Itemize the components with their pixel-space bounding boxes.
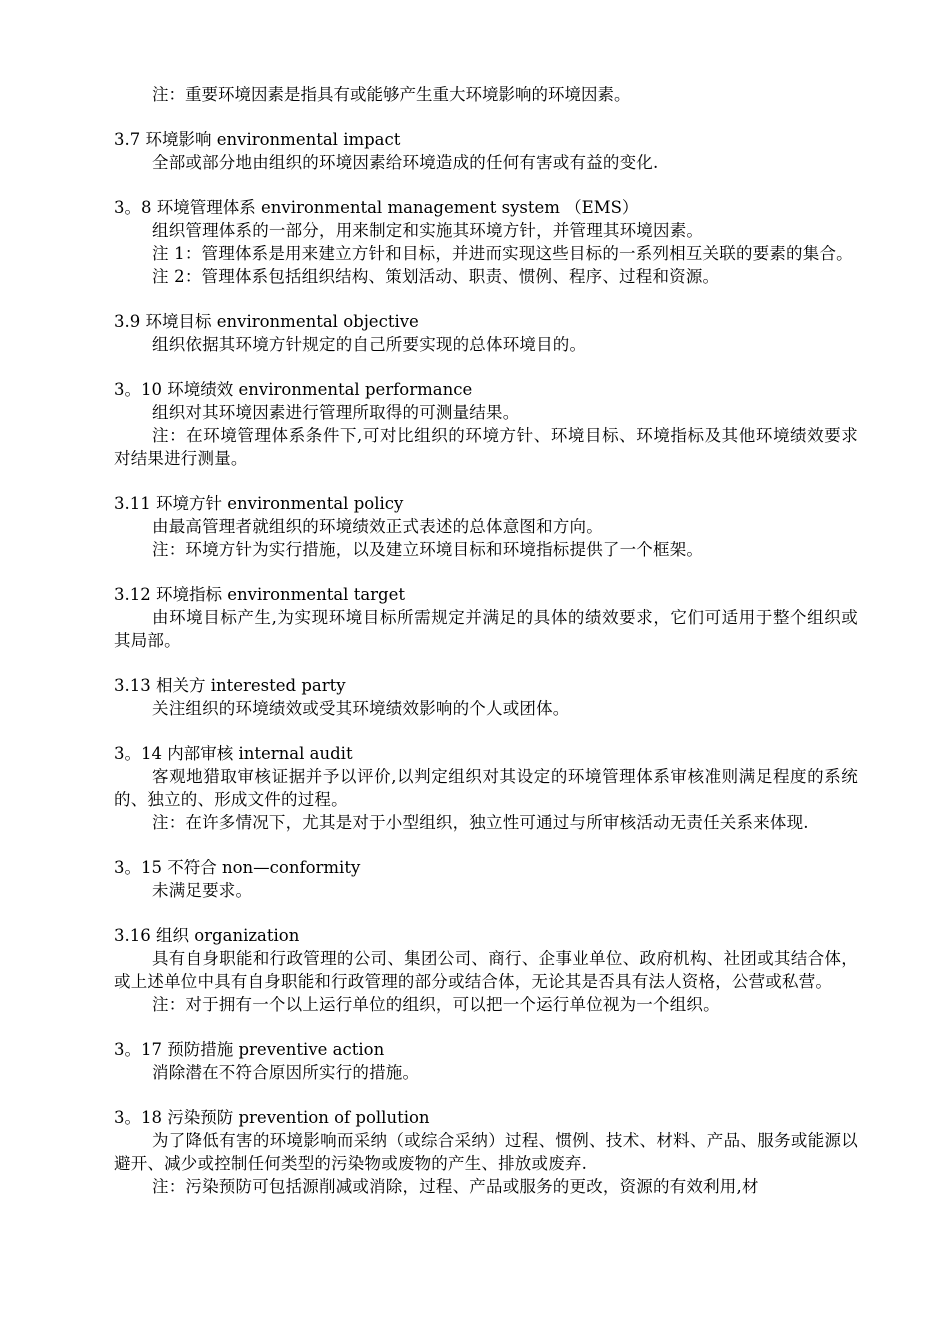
section-heading: 3。18 污染预防 prevention of pollution	[114, 1108, 430, 1127]
section-paragraph: 具有自身职能和行政管理的公司、集团公司、商行、企事业单位、政府机构、社团或其结合体，或上述单位中具有自身职能和行政管理的部分或结合体，无论其是否具有法人资格，公营或私营。	[114, 949, 858, 991]
section-note: 注：环境方针为实行措施，以及建立环境目标和环境指标提供了一个框架。	[152, 540, 704, 559]
section-heading: 3。10 环境绩效 environmental performance	[114, 380, 473, 399]
section-paragraph: 关注组织的环境绩效或受其环境绩效影响的个人或团体。	[152, 699, 570, 718]
section-3-13	[114, 674, 858, 720]
section-paragraph: 由环境目标产生,为实现环境目标所需规定并满足的具体的绩效要求，它们可适用于整个组织或其局部。	[114, 608, 858, 650]
section-3-10	[114, 378, 858, 470]
section-note: 注：污染预防可包括源削减或消除，过程、产品或服务的更改，资源的有效利用,材	[152, 1177, 759, 1196]
section-3-12	[114, 583, 858, 652]
section-heading: 3.7 环境影响 environmental impact	[114, 130, 401, 149]
section-note: 注：在许多情况下，尤其是对于小型组织，独立性可通过与所审核活动无责任关系来体现.	[152, 813, 809, 832]
section-3-8	[114, 196, 858, 288]
section-paragraph: 组织依据其环境方针规定的自己所要实现的总体环境目的。	[152, 335, 587, 354]
section-heading: 3.16 组织 organization	[114, 926, 300, 945]
section-3-14	[114, 742, 858, 834]
section-heading: 3.12 环境指标 environmental target	[114, 585, 406, 604]
section-paragraph: 未满足要求。	[152, 881, 253, 900]
section-paragraph: 客观地猎取审核证据并予以评价,以判定组织对其设定的环境管理体系审核准则满足程度的系统的、独立的、形成文件的过程。	[114, 767, 858, 809]
section-3-11	[114, 492, 858, 561]
document-body	[114, 83, 858, 1198]
section-paragraph: 组织管理体系的一部分，用来制定和实施其环境方针，并管理其环境因素。	[152, 221, 704, 240]
section-note: 注：对于拥有一个以上运行单位的组织，可以把一个运行单位视为一个组织。	[152, 995, 720, 1014]
section-note: 注 2：管理体系包括组织结构、策划活动、职责、惯例、程序、过程和资源。	[152, 267, 720, 286]
section-heading: 3.13 相关方 interested party	[114, 676, 346, 695]
section-3-9	[114, 310, 858, 356]
section-note: 注 1：管理体系是用来建立方针和目标，并进而实现这些目标的一系列相互关联的要素的集合。	[152, 244, 853, 263]
section-heading: 3。15 不符合 non—conformity	[114, 858, 361, 877]
top-note: 注：重要环境因素是指具有或能够产生重大环境影响的环境因素。	[152, 85, 631, 104]
section-paragraph: 为了降低有害的环境影响而采纳（或综合采纳）过程、惯例、技术、材料、产品、服务或能源以避开、减少或控制任何类型的污染物或废物的产生、排放或废弃.	[114, 1131, 858, 1173]
section-3-18	[114, 1106, 858, 1198]
section-3-15	[114, 856, 858, 902]
section-paragraph: 全部或部分地由组织的环境因素给环境造成的任何有害或有益的变化.	[152, 153, 659, 172]
section-heading: 3.11 环境方针 environmental policy	[114, 494, 404, 513]
section-paragraph: 消除潜在不符合原因所实行的措施。	[152, 1063, 420, 1082]
section-note: 注：在环境管理体系条件下,可对比组织的环境方针、环境目标、环境指标及其他环境绩效要求对结果进行测量。	[114, 426, 858, 468]
section-heading: 3.9 环境目标 environmental objective	[114, 312, 419, 331]
section-heading: 3。17 预防措施 preventive action	[114, 1040, 385, 1059]
section-3-7	[114, 128, 858, 174]
section-paragraph: 组织对其环境因素进行管理所取得的可测量结果。	[152, 403, 520, 422]
section-paragraph: 由最高管理者就组织的环境绩效正式表述的总体意图和方向。	[152, 517, 603, 536]
section-3-17	[114, 1038, 858, 1084]
section-3-16	[114, 924, 858, 1016]
section-heading: 3。8 环境管理体系 environmental management system （EMS）	[114, 198, 639, 217]
section-heading: 3。14 内部审核 internal audit	[114, 744, 353, 763]
